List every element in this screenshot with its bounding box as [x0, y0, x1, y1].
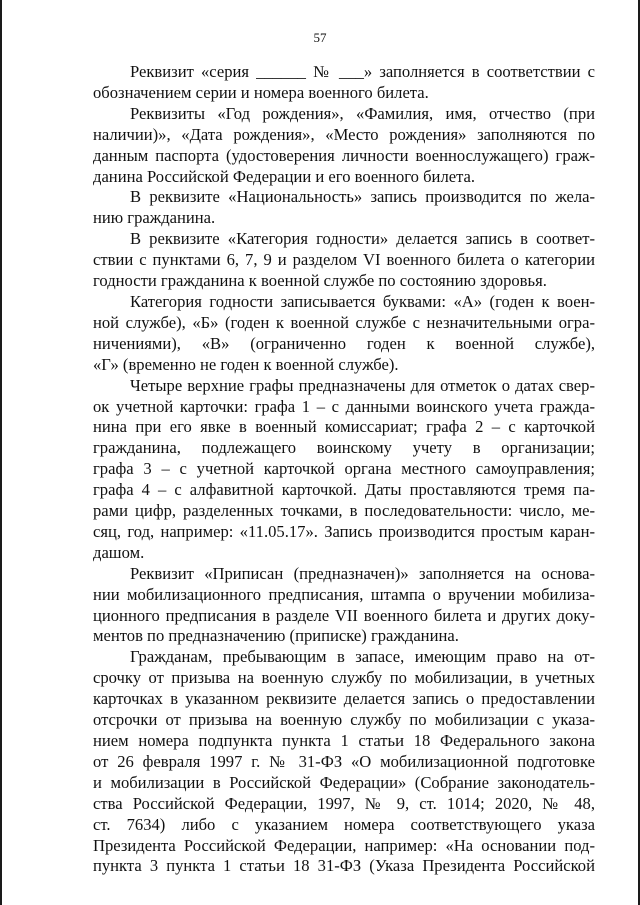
text-line: сяц, год, например: «11.05.17». Запись производится простым каран-: [93, 521, 595, 541]
text-line: Гражданам, пребывающим в запасе, имеющим право на от-: [130, 647, 595, 667]
text-line: ствии с пунктами 6, 7, 9 и разделом VI военного билета о категории: [93, 250, 595, 270]
text-line: рами цифр, разделенных точками, в последовательности: число, ме-: [93, 501, 595, 521]
text-line: Реквизиты «Год рождения», «Фамилия, имя, отчество (при: [130, 103, 595, 123]
text-line: данным паспорта (удостоверения личности военнослужащего) граж-: [93, 145, 595, 165]
text-line: Четыре верхние графы предназначены для отметок о датах свер-: [130, 375, 595, 395]
text-line: обозначением серии и номера военного билета.: [93, 82, 429, 102]
text-line: годности гражданина к военной службе по состоянию здоровья.: [93, 271, 547, 291]
text-line: гражданина, подлежащего воинскому учету в организации;: [93, 438, 595, 458]
text-line: графа 3 – с учетной карточкой органа местного самоуправления;: [93, 459, 595, 479]
text-line: В реквизите «Категория годности» делается запись в соответ-: [130, 229, 595, 249]
text-line: срочку от призыва на военную службу по мобилизации, в учетных: [93, 668, 595, 688]
text-line: наличии)», «Дата рождения», «Место рождения» заполняются по: [93, 124, 595, 144]
text-line: нина при его явке в военный комиссариат; графа 2 – с карточкой: [93, 417, 595, 437]
text-line: ционного предписания в разделе VII военного билета и других доку-: [93, 605, 595, 625]
text-line: нии мобилизационного предписания, штампа о вручении мобилиза-: [93, 584, 595, 604]
text-line: Категория годности записывается буквами: «А» (годен к воен-: [130, 291, 595, 311]
text-line: отсрочки от призыва на военную службу по мобилизации с указа-: [93, 710, 595, 730]
text-line: ментов по предназначению (приписке) гражданина.: [93, 626, 459, 646]
text-line: данина Российской Федерации и его военного билета.: [93, 166, 476, 186]
text-line: Реквизит «серия ______ № ___» заполняется в соответствии с: [130, 62, 595, 81]
text-line: от 26 февраля 1997 г. № 31-ФЗ «О мобилизационной подготовке: [93, 751, 595, 771]
text-line: и мобилизации в Российской Федерации» (Собрание законодатель-: [93, 772, 595, 792]
text-line: Президента Российской Федерации, например: «На основании под-: [93, 835, 595, 855]
text-line: карточках в указанном реквизите делается запись о предоставлении: [93, 689, 595, 709]
text-line: ст. 7634) либо с указанием номера соответствующего указа: [93, 814, 595, 834]
text-line: ничениями), «В» (ограниченно годен к военной службе),: [93, 333, 595, 353]
text-line: графа 4 – с алфавитной карточкой. Даты проставляются тремя па-: [93, 480, 595, 500]
text-line: «Г» (временно не годен к военной службе).: [93, 354, 399, 374]
text-line: нием номера подпункта пункта 1 статьи 18 Федерального закона: [93, 731, 595, 750]
text-line: дашом.: [93, 542, 145, 562]
text-line: пункта 3 пункта 1 статьи 18 31-ФЗ (Указа Президента Российской: [93, 856, 595, 876]
text-line: ной службе), «Б» (годен к военной службе с незначительными огра-: [93, 312, 595, 332]
text-line: нию гражданина.: [93, 208, 216, 228]
document-body-text: [93, 62, 595, 877]
text-line: В реквизите «Национальность» запись производится по жела-: [130, 187, 595, 207]
text-line: Реквизит «Приписан (предназначен)» заполняется на основа-: [130, 563, 595, 583]
page-number: 57: [313, 30, 327, 45]
text-line: ок учетной карточки: графа 1 – с данными воинского учета гражда-: [93, 396, 595, 416]
text-line: ства Российской Федерации, 1997, № 9, ст. 1014; 2020, № 48,: [93, 793, 595, 813]
